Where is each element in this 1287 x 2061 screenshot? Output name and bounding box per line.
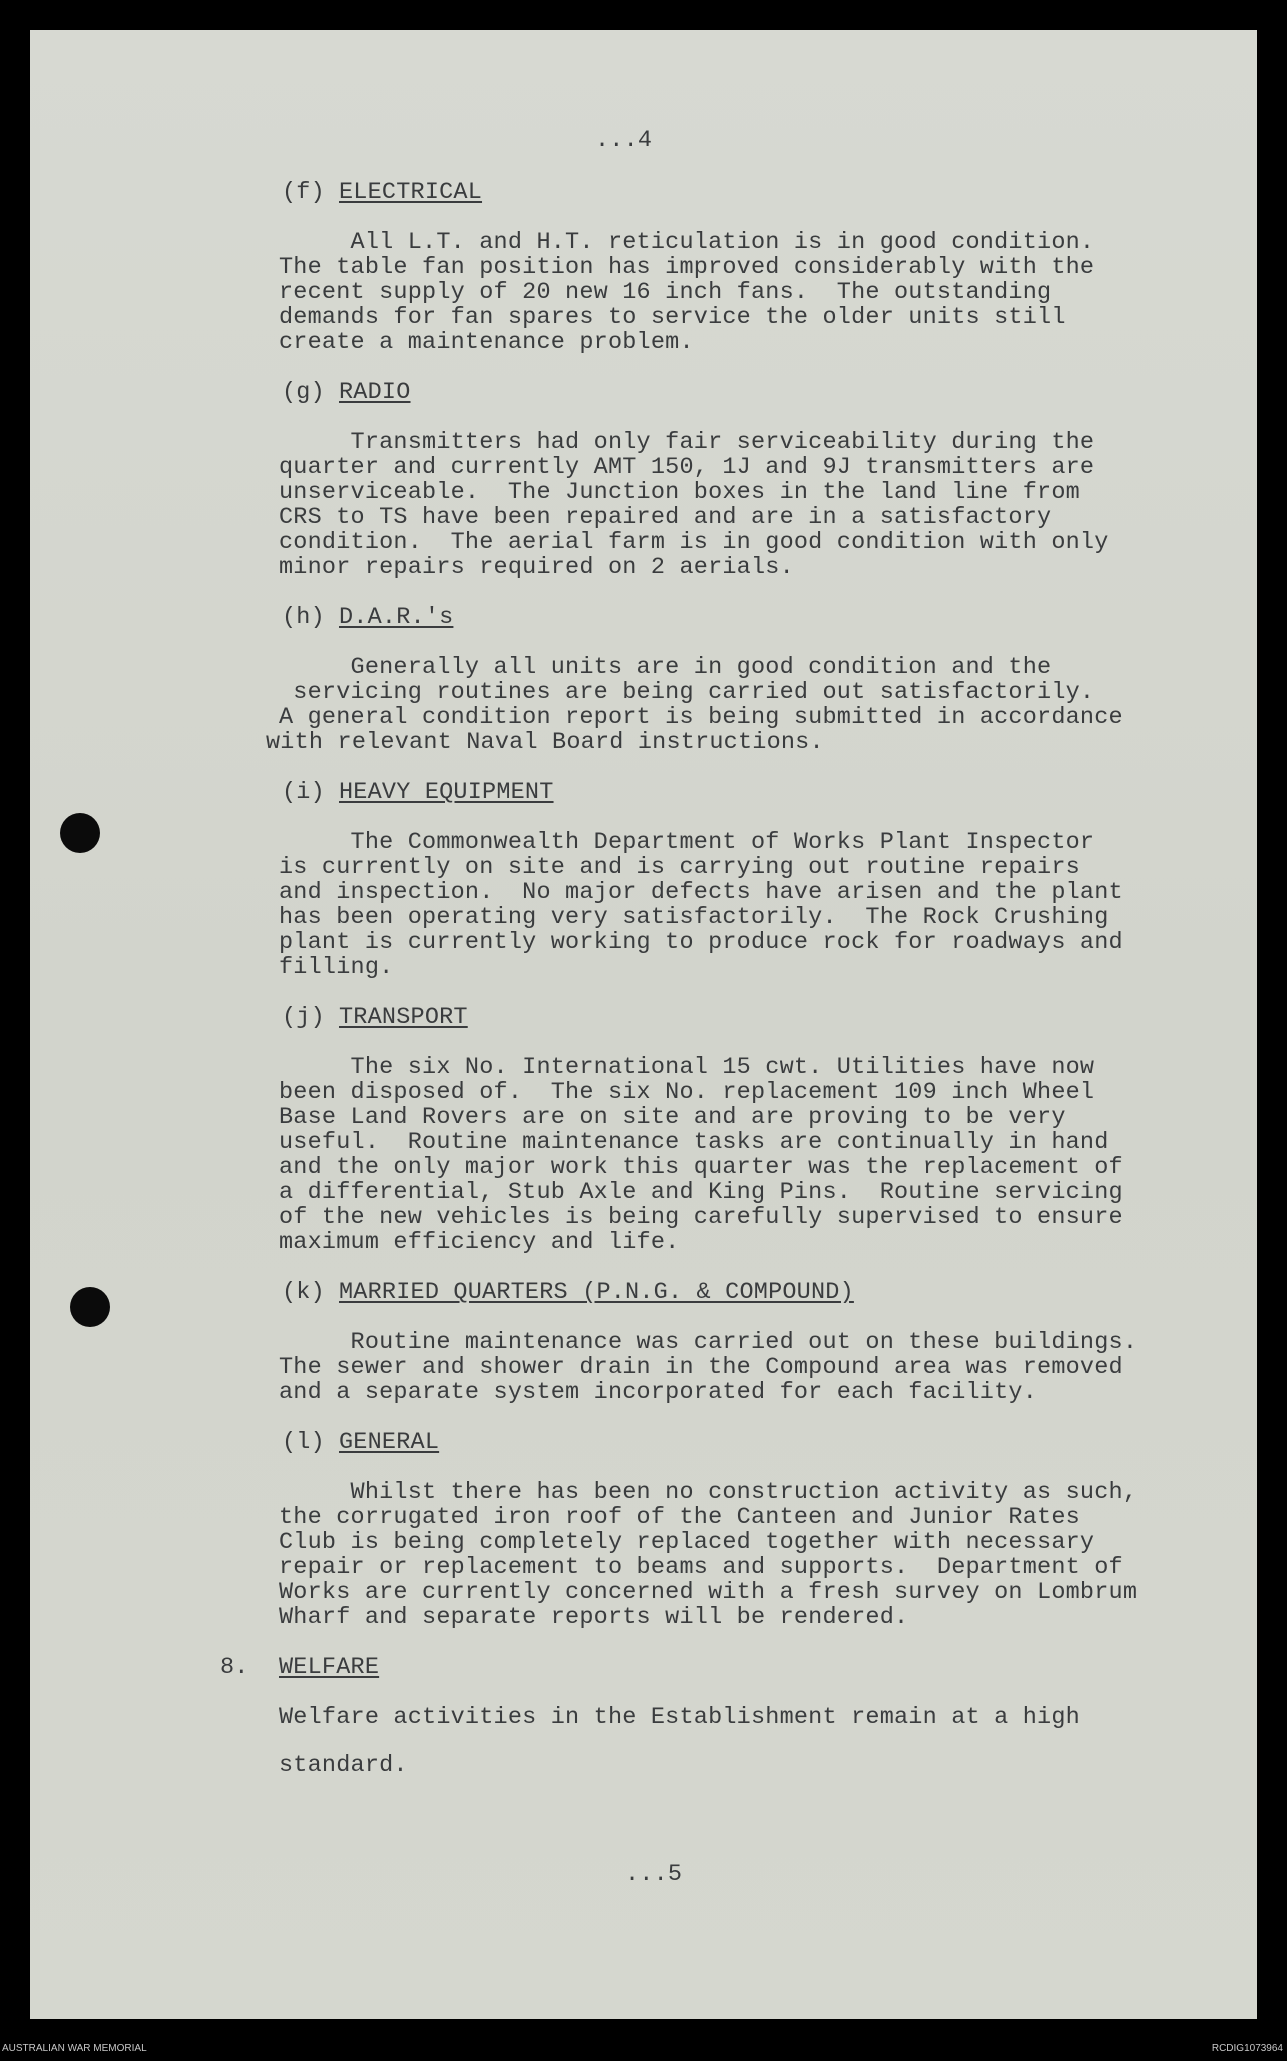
section-h-line: servicing routines are being carried out satisfactorily. — [279, 679, 1095, 706]
section-f-line: recent supply of 20 new 16 inch fans. The outstanding — [279, 279, 1052, 306]
section-i-label: (i) — [282, 779, 325, 806]
section-l-line: Club is being completely replaced together with necessary — [279, 1529, 1095, 1556]
section-j-heading: TRANSPORT — [339, 1004, 468, 1031]
section-i-heading: HEAVY EQUIPMENT — [339, 779, 554, 806]
section-j-line: useful. Routine maintenance tasks are continually in hand — [279, 1129, 1109, 1156]
section-i-line: filling. — [279, 954, 394, 981]
welfare-line: Welfare activities in the Establishment remain at a high — [279, 1704, 1080, 1731]
section-j-label: (j) — [282, 1004, 325, 1031]
section-g-heading: RADIO — [339, 379, 411, 406]
section-l-line: repair or replacement to beams and supports. Department of — [279, 1554, 1123, 1581]
section-l-line: Works are currently concerned with a fresh survey on Lombrum — [279, 1579, 1138, 1606]
section-f-heading: ELECTRICAL — [339, 179, 483, 206]
section-j-line: and the only major work this quarter was the replacement of — [279, 1154, 1123, 1181]
section-j-line: a differential, Stub Axle and King Pins. Routine servicing — [279, 1179, 1123, 1206]
section-h-line: A general condition report is being submitted in accordance — [279, 704, 1123, 731]
section-i-line: and inspection. No major defects have arisen and the plant — [279, 879, 1123, 906]
section-j-line: maximum efficiency and life. — [279, 1229, 680, 1256]
punch-hole-bottom — [70, 1287, 110, 1327]
section-k-line: Routine maintenance was carried out on these buildings. — [279, 1329, 1138, 1356]
section-i-line: plant is currently working to produce rock for roadways and — [279, 929, 1123, 956]
section-l-heading: GENERAL — [339, 1429, 440, 1456]
footer-archive-name: AUSTRALIAN WAR MEMORIAL — [2, 2043, 147, 2054]
section-k-label: (k) — [282, 1279, 325, 1306]
section-i-line: is currently on site and is carrying out routine repairs — [279, 854, 1080, 881]
section-k-heading: MARRIED QUARTERS (P.N.G. & COMPOUND) — [339, 1279, 854, 1306]
section-f-label: (f) — [282, 179, 325, 206]
document-page — [30, 30, 1257, 2019]
punch-hole-top — [60, 813, 100, 853]
section-h-heading: D.A.R.'s — [339, 604, 454, 631]
section-f-line: The table fan position has improved considerably with the — [279, 254, 1095, 281]
section-g-line: Transmitters had only fair serviceability during the — [279, 429, 1095, 456]
section-l-label: (l) — [282, 1429, 325, 1456]
section-i-line: The Commonwealth Department of Works Plant Inspector — [279, 829, 1095, 856]
section-f-line: All L.T. and H.T. reticulation is in good condition. — [279, 229, 1095, 256]
section-g-line: CRS to TS have been repaired and are in a satisfactory — [279, 504, 1052, 531]
section-j-line: Base Land Rovers are on site and are proving to be very — [279, 1104, 1066, 1131]
section-j-line: of the new vehicles is being carefully supervised to ensure — [279, 1204, 1123, 1231]
section-h-line: Generally all units are in good condition and the — [279, 654, 1052, 681]
section-g-line: condition. The aerial farm is in good condition with only — [279, 529, 1109, 556]
section-f-line: demands for fan spares to service the older units still — [279, 304, 1066, 331]
section-l-line: Whilst there has been no construction activity as such, — [279, 1479, 1138, 1506]
section-h-label: (h) — [282, 604, 325, 631]
footer-record-id: RCDIG1073964 — [1211, 2043, 1283, 2054]
section-l-line: Wharf and separate reports will be rendered. — [279, 1604, 909, 1631]
section-j-line: been disposed of. The six No. replacement 109 inch Wheel — [279, 1079, 1095, 1106]
welfare-line: standard. — [279, 1752, 408, 1779]
section-k-line: and a separate system incorporated for each facility. — [279, 1379, 1038, 1406]
section-j-line: The six No. International 15 cwt. Utilities have now — [279, 1054, 1095, 1081]
section-g-line: quarter and currently AMT 150, 1J and 9J transmitters are — [279, 454, 1095, 481]
welfare-heading: WELFARE — [279, 1654, 380, 1681]
section-h-line: with relevant Naval Board instructions. — [266, 729, 824, 756]
section-l-line: the corrugated iron roof of the Canteen and Junior Rates — [279, 1504, 1080, 1531]
page-marker-bottom: ...5 — [625, 1861, 683, 1888]
section-f-line: create a maintenance problem. — [279, 329, 694, 356]
section-g-line: unserviceable. The Junction boxes in the land line from — [279, 479, 1080, 506]
section-k-line: The sewer and shower drain in the Compound area was removed — [279, 1354, 1123, 1381]
section-i-line: has been operating very satisfactorily. The Rock Crushing — [279, 904, 1109, 931]
welfare-number: 8. — [220, 1654, 249, 1681]
page-marker-top: ...4 — [595, 127, 653, 154]
section-g-label: (g) — [282, 379, 325, 406]
section-g-line: minor repairs required on 2 aerials. — [279, 554, 794, 581]
